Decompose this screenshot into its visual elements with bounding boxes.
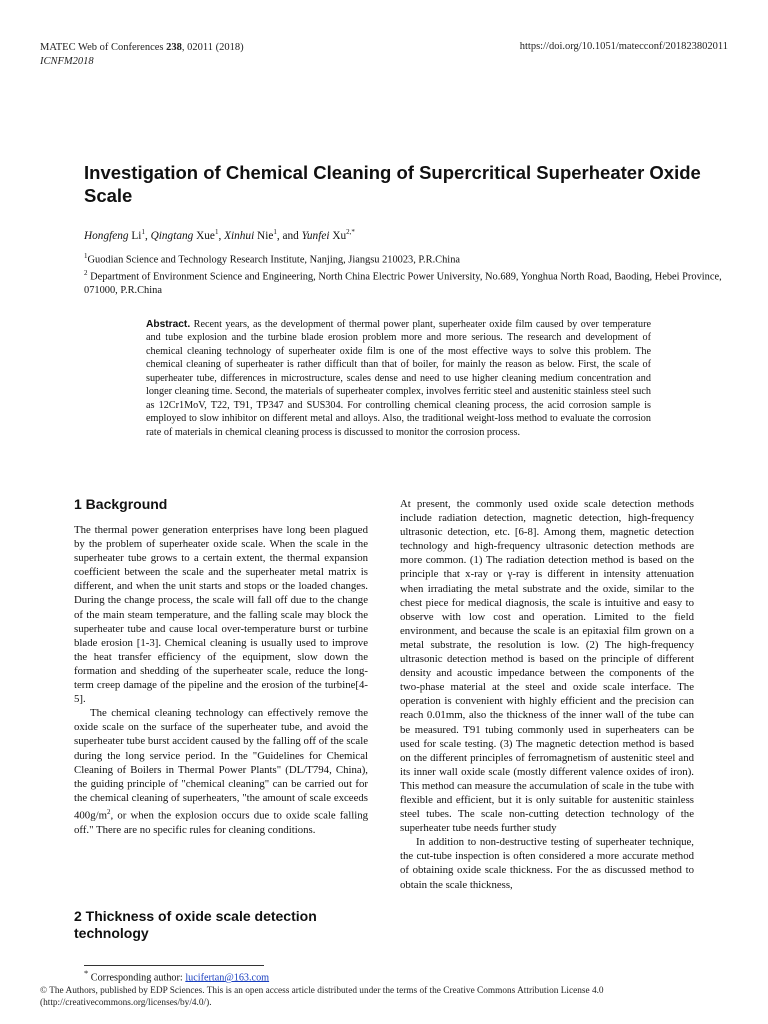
abstract-label: Abstract. <box>146 319 191 330</box>
email-link[interactable]: lucifertan@163.com <box>185 972 270 984</box>
author: Hongfeng Li$^1$, <box>84 228 151 242</box>
paragraph: The thermal power generation enterprises have long been plagued by the problem of superheater oxide scale. When the scale in the superheater tube grows to a certain extent, the thermal expansion coefficient between the scale and the superheater metal matrix is different, and when the unit starts and stops or the loaded changes. During the change process, the scale will fall off due to the change of the main steam temperature, and the falling scale may block the superheater tube and cause local over-temperature burst or turbine blade erosion [1-3]. Chemical cleaning is usually used to improve the heat transfer efficiency of the equipment, slow down the formation and shedding of the superheater scale, reduce the long-term creep damage of the pipeline and the erosion of the turbine[4-5]. <box>74 524 368 706</box>
abstract-text: Recent years, as the development of thermal power plant, superheater oxide film caused by over temperature and tube explosion and the turbine blade erosion problem more and more serious. The research and development of chemical cleaning technology of superheater oxide film is one of the most effective ways to solve this problem. The chemical cleaning of superheater is rather difficult than that of boiler, for mainly the reason as below. First, the scale of superheater tube, differences in microstructure, scales dense and need to use higher cleaning medium concentration and longer cleaning time. Second, the materials of superheater complex, involves ferritic steel and austenitic stainless steel such as 12Cr1MoV, T22, T91, TP347 and SUS304. For controlling chemical cleaning process, the acid corrosion sample is employed to slow inhibitor on different metal and alloys. Also, the traditional weight-loss method to evaluate the corrosion rate of materials in chemical cleaning process is discussed to monitor the corrosion process. <box>146 319 651 438</box>
abstract <box>146 318 651 439</box>
paragraph: The chemical cleaning technology can effectively remove the oxide scale on the surface of the superheater tube, and avoid the superheater tube burst accident caused by the falling off of the scale during the long service period. In the "Guidelines for Chemical Cleaning of Boilers in Thermal Power Plants" (DL/T794, China), the guiding principle of "chemical cleaning" can be carried out for the chemical cleaning of superheaters, "the amount of scale exceeds $400g/m^2$, or when the explosion occurs due to oxide scale falling off." There are no specific rules for cleaning conditions. <box>74 707 368 836</box>
footnote: * Corresponding author: lucifertan@163.com <box>84 968 270 984</box>
license-notice: © The Authors, published by EDP Sciences. This is an open access article distributed under the terms of the Creative Commons Attribution License 4.0 (http://creativecommons.org/licenses/by/4.0/). <box>40 986 604 1008</box>
paragraph: In addition to non-destructive testing of superheater technique, the cut-tube inspection is often considered a more accurate method of obtaining oxide scale thickness. For the as discussed method to obtain the scale thickness, <box>400 836 694 891</box>
affiliation: $^2$ Department of Environment Science and Engineering, North China Electric Power University, No.689, Yonghua North Road, Baoding, Hebei Province, 071000, P.R.China <box>84 268 722 296</box>
left-column <box>74 523 368 837</box>
footnote-rule <box>84 965 264 966</box>
doi-link[interactable]: https://doi.org/10.1051/matecconf/201823802011 <box>519 41 728 52</box>
author-list <box>84 228 355 242</box>
conference-line: MATEC Web of Conferences 238, 02011 (2018) <box>40 42 244 53</box>
conference-abbrev: ICNFM2018 <box>40 56 94 67</box>
author: Yunfei $Xu^{2,*}$ <box>301 228 355 242</box>
journal-header <box>40 41 244 69</box>
affiliation: $^1$Guodian Science and Technology Research Institute, Nanjing, Jiangsu 210023, P.R.China <box>84 252 461 266</box>
paragraph: At present, the commonly used oxide scale detection methods include radiation detection, magnetic detection, high-frequency ultrasonic detection, etc. [6-8]. Among them, magnetic detection technology and high-frequency ultrasonic detection methods are more common. (1) The radiation detection method is based on the principle that x-ray or γ-ray is different in intensity attenuation when irradiating the metal substrate and the oxide, similar to the chest piece for medical diagnosis, the scale is intuitive and easy to observe with low cost and operation. Limited to the field environment, and because the scale is an epitaxial film grown on a metal substrate, the resolution is low. (2) The high-frequency ultrasonic detection method is based on the principle of different density and acoustic impedance between the components of the two-phase material at the steel and oxide scale interface. The operation is convenient with highly efficient and the precision can reach 0.01mm, also the thickness of the inner wall of the tube can be measured. T91 tubing commonly used in superheaters can be used for scale testing. (3) The magnetic detection method is based on the different principles of ferromagnetism of austenitic steel and its inner wall oxide scale (mostly different valence oxides of iron). This method can measure the accumulation of scale in the tube with flexible and efficient, but it is only suitable for austenitic stainless steel tubes. The scale non-cutting detection technology of the superheater tube needs further study <box>400 498 694 835</box>
author: Xinhui Nie$^1$, and <box>224 228 302 242</box>
section-heading-thickness: 2 Thickness of oxide scale detection technology <box>74 908 317 941</box>
author: Qingtang Xue$^1$, <box>150 228 225 242</box>
paper-title: Investigation of Chemical Cleaning of Supercritical Superheater Oxide Scale <box>84 162 701 206</box>
section-heading-background: 1 Background <box>74 496 168 512</box>
volume-number: 238 <box>166 42 182 53</box>
right-column <box>400 497 694 892</box>
affiliations <box>84 250 734 297</box>
